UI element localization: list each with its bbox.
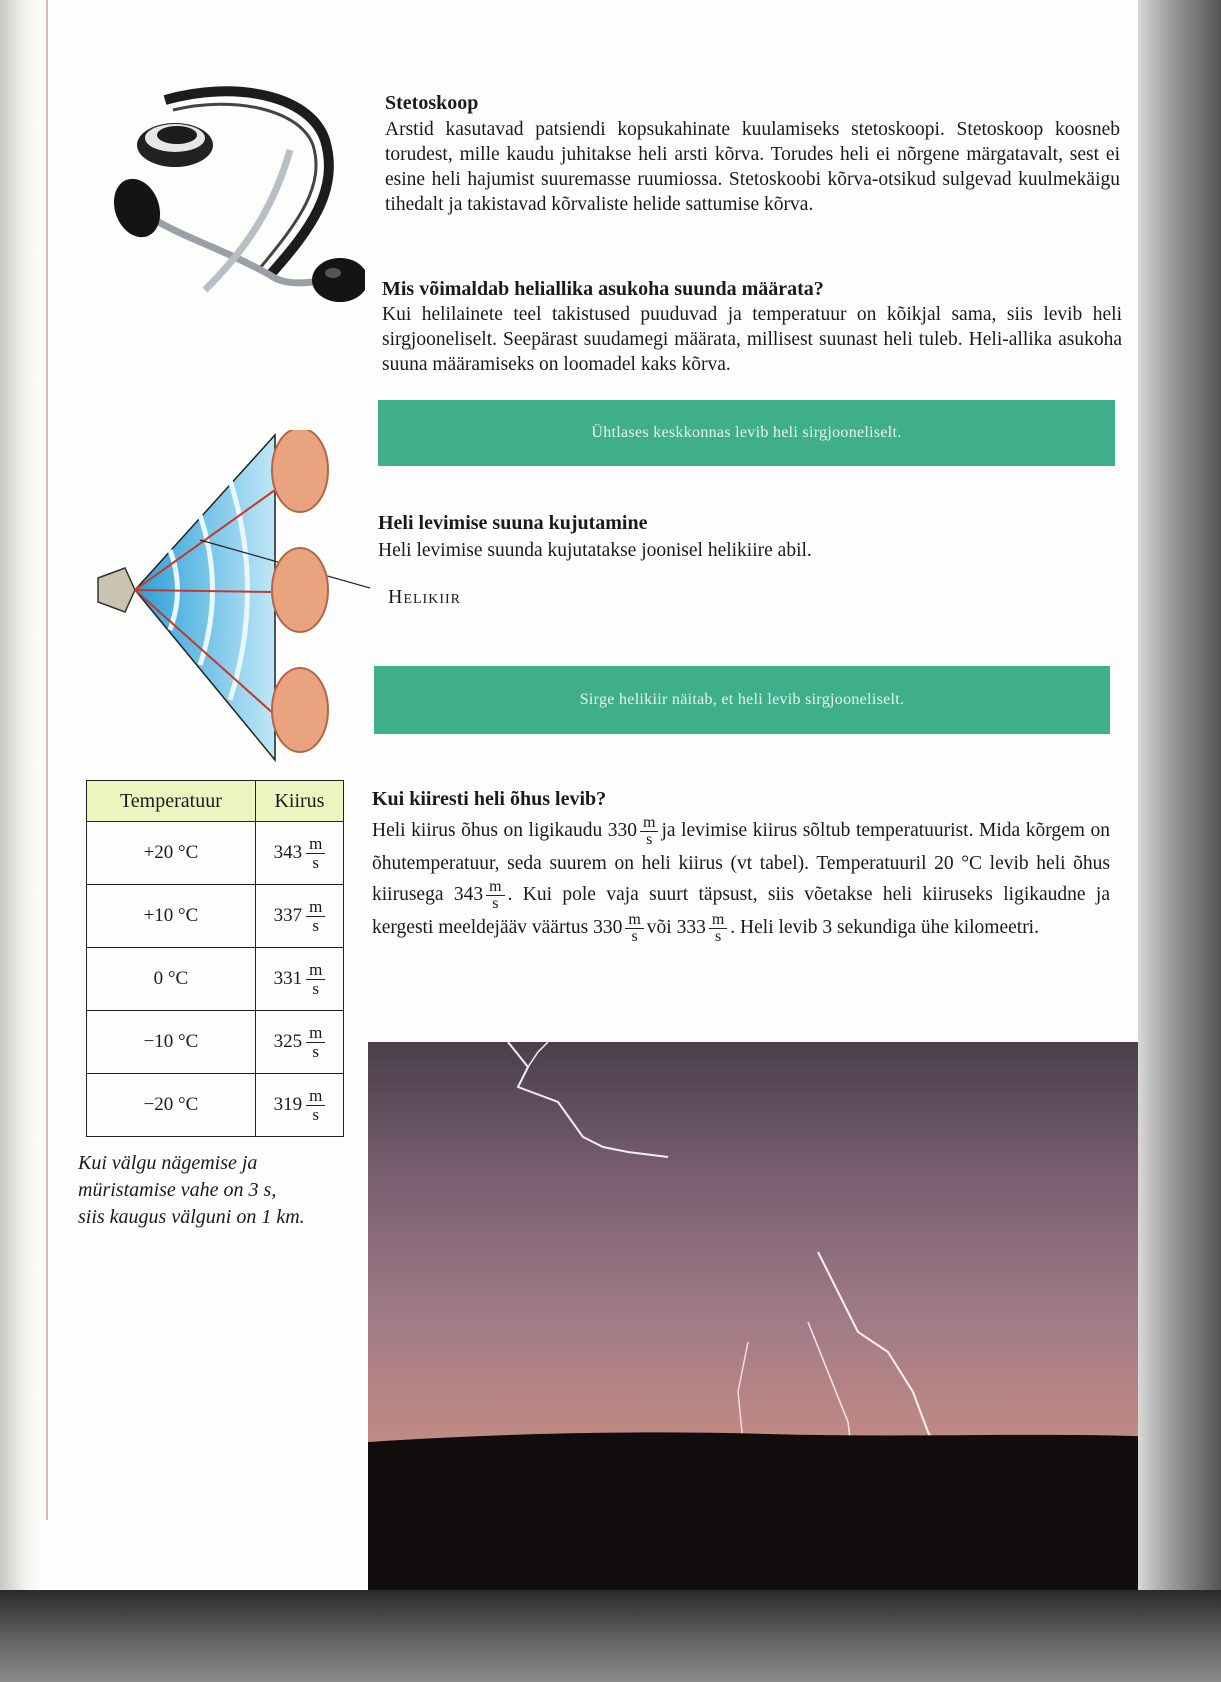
unit-denominator: s xyxy=(312,1041,319,1061)
sound-ray-diagram xyxy=(90,430,370,765)
unit-fraction xyxy=(306,961,325,998)
unit-numerator: m xyxy=(306,898,325,917)
unit-fraction xyxy=(306,835,325,872)
speed-cell xyxy=(255,1074,343,1137)
unit-fraction xyxy=(306,898,325,935)
temperature-cell: 0 °C xyxy=(87,948,256,1011)
unit-numerator: m xyxy=(709,912,727,929)
speed-text-part: või 333 xyxy=(646,917,706,939)
unit-numerator: m xyxy=(306,1024,325,1043)
unit-denominator: s xyxy=(312,915,319,935)
unit-denominator: s xyxy=(631,928,638,946)
unit-denominator: s xyxy=(312,852,319,872)
speed-text xyxy=(372,815,1110,945)
page-margin-line xyxy=(46,0,48,1520)
table-header-row xyxy=(87,781,344,822)
temperature-cell: −20 °C xyxy=(87,1074,256,1137)
caption-line: siis kaugus välguni on 1 km. xyxy=(78,1206,305,1228)
unit-fraction xyxy=(306,1087,325,1124)
unit-numerator: m xyxy=(306,961,325,980)
temperature-cell: +20 °C xyxy=(87,822,256,885)
speed-text-part: ja levimise kiirus sõltub temperatuurist. Mida kõrgem on õhutemperatuur, seda suurem on heli kiirus (vt tabel). Temperatuuril 20 °C levib heli õhus kiirusega 343 xyxy=(372,820,1110,906)
unit-fraction xyxy=(486,879,504,912)
table-row xyxy=(87,1074,344,1137)
rule-banner-1: Ühtlases keskkonnas levib heli sirgjooneliselt. xyxy=(378,400,1115,466)
table-row xyxy=(87,822,344,885)
speed-text-part: Heli kiirus õhus on ligikaudu 330 xyxy=(372,820,638,841)
unit-numerator: m xyxy=(306,835,325,854)
lightning-bolts xyxy=(368,1042,1160,1590)
unit-denominator: s xyxy=(646,831,653,849)
unit-fraction xyxy=(709,912,727,945)
lightning-photo xyxy=(368,1042,1160,1590)
speed-text-part: . Kui pole vaja suurt täpsust, siis võetakse heli kiiruseks ligikaudne ja kergesti meeldejääv väärtus 330 xyxy=(372,884,1110,939)
stethoscope-text: Arstid kasutavad patsiendi kopsukahinate kuulamiseks stetoskoopi. Stetoskoop koosneb torudest, mille kaudu juhitakse heli arsti kõrva. Torudes heli ei nõrgene märgatavalt, sest ei esine heli hajumist suuremasse ruumiossa. Stetoskoobi kõrva-otsikud sulgevad kuulmekäigu tihedalt ja takistavad kõrvaliste helide sattumise kõrva. xyxy=(385,119,1120,215)
book-spine xyxy=(1138,0,1221,1682)
speed-header: Kiirus xyxy=(255,781,343,822)
speed-text-part: . Heli levib 3 sekundiga ühe kilomeetri. xyxy=(730,917,1039,939)
table-row xyxy=(87,1011,344,1074)
depiction-text: Heli levimise suunda kujutatakse joonisel helikiire abil. xyxy=(378,540,812,561)
direction-text: Kui helilainete teel takistused puuduvad ja temperatuur on kõikjal sama, siis levib heli sirgjooneliselt. Seepärast suudamegi määrata, millisest suunast heli tuleb. Heli-allika asukoha suuna määramiseks on loomadel kaks kõrva. xyxy=(382,304,1122,375)
unit-denominator: s xyxy=(312,1104,319,1124)
unit-denominator: s xyxy=(714,928,722,946)
lightning-caption xyxy=(78,1150,305,1231)
speed-value: 343 xyxy=(273,841,303,863)
temperature-cell: +10 °C xyxy=(87,885,256,948)
caption-line: Kui välgu nägemise ja xyxy=(78,1152,258,1174)
stethoscope-image xyxy=(95,80,365,330)
unit-fraction xyxy=(625,912,643,945)
speed-value: 325 xyxy=(273,1030,303,1052)
page-left-edge xyxy=(0,0,40,1590)
unit-numerator: m xyxy=(486,879,504,896)
stethoscope-heading: Stetoskoop xyxy=(385,92,479,114)
speed-cell xyxy=(255,885,343,948)
speed-cell xyxy=(255,948,343,1011)
direction-heading: Mis võimaldab heliallika asukoha suunda määrata? xyxy=(382,278,824,300)
temperature-header: Temperatuur xyxy=(87,781,256,822)
unit-numerator: m xyxy=(625,912,643,929)
unit-numerator: m xyxy=(306,1087,325,1106)
sound-speed-table xyxy=(86,780,344,1137)
temperature-cell: −10 °C xyxy=(87,1011,256,1074)
speed-value: 337 xyxy=(273,904,303,926)
table-row xyxy=(87,948,344,1011)
rule-banner-2: Sirge helikiir näitab, et heli levib sirgjooneliselt. xyxy=(374,666,1110,734)
helikiir-label: Helikiir xyxy=(388,586,461,608)
unit-denominator: s xyxy=(312,978,319,998)
unit-fraction xyxy=(640,815,658,848)
speed-value: 331 xyxy=(273,967,303,989)
table-row xyxy=(87,885,344,948)
unit-numerator: m xyxy=(640,815,658,832)
speed-value: 319 xyxy=(273,1093,303,1115)
speed-heading: Kui kiiresti heli õhus levib? xyxy=(372,788,607,810)
caption-line: müristamise vahe on 3 s, xyxy=(78,1179,277,1201)
unit-fraction xyxy=(306,1024,325,1061)
depiction-heading: Heli levimise suuna kujutamine xyxy=(378,512,648,534)
scan-bottom-shadow xyxy=(0,1590,1221,1682)
speed-cell xyxy=(255,822,343,885)
unit-denominator: s xyxy=(492,895,499,913)
speed-cell xyxy=(255,1011,343,1074)
